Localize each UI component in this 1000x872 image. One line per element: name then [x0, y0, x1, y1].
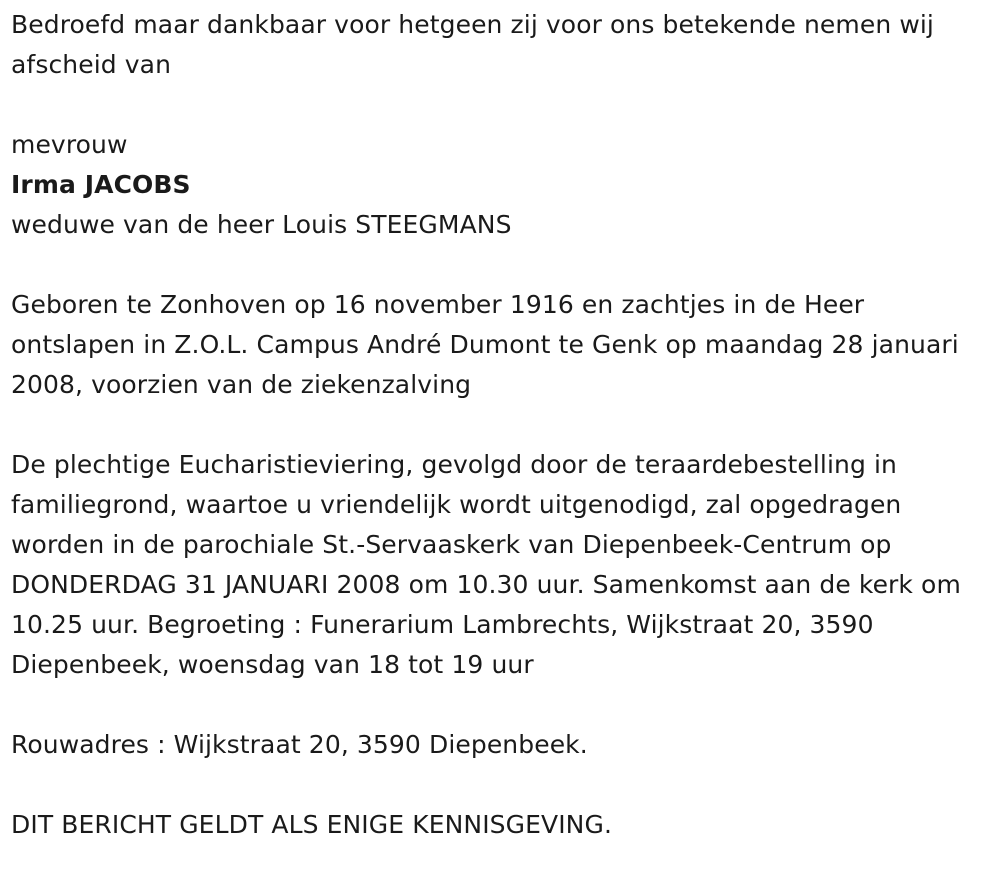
intro-text: Bedroefd maar dankbaar voor hetgeen zij voor ons betekende nemen wij afscheid van	[11, 10, 934, 79]
spacer	[11, 245, 993, 285]
closing-text: DIT BERICHT GELDT ALS ENIGE KENNISGEVING.	[11, 810, 612, 839]
death-notice	[11, 5, 993, 845]
spacer	[11, 405, 993, 445]
birth-death-text: Geboren te Zonhoven op 16 november 1916 en zachtjes in de Heer ontslapen in Z.O.L. Campus André Dumont te Genk op maandag 28 januari 2008, voorzien van de ziekenzalving	[11, 290, 959, 399]
address-text: Rouwadres : Wijkstraat 20, 3590 Diepenbeek.	[11, 730, 588, 759]
deceased-name: Irma JACOBS	[11, 170, 191, 199]
spacer	[11, 85, 993, 125]
spacer	[11, 685, 993, 725]
title-text: mevrouw	[11, 130, 128, 159]
spacer	[11, 765, 993, 805]
relation-text: weduwe van de heer Louis STEEGMANS	[11, 210, 512, 239]
ceremony-text: De plechtige Eucharistieviering, gevolgd door de teraardebestelling in familiegrond, waartoe u vriendelijk wordt uitgenodigd, zal opgedragen worden in de parochiale St.-Servaaskerk van Diepenbeek-Centrum op DONDERDAG 31 JANUARI 2008 om 10.30 uur. Samenkomst aan de kerk om 10.25 uur. Begroeting : Funerarium Lambrechts, Wijkstraat 20, 3590 Diepenbeek, woensdag van 18 tot 19 uur	[11, 450, 961, 679]
